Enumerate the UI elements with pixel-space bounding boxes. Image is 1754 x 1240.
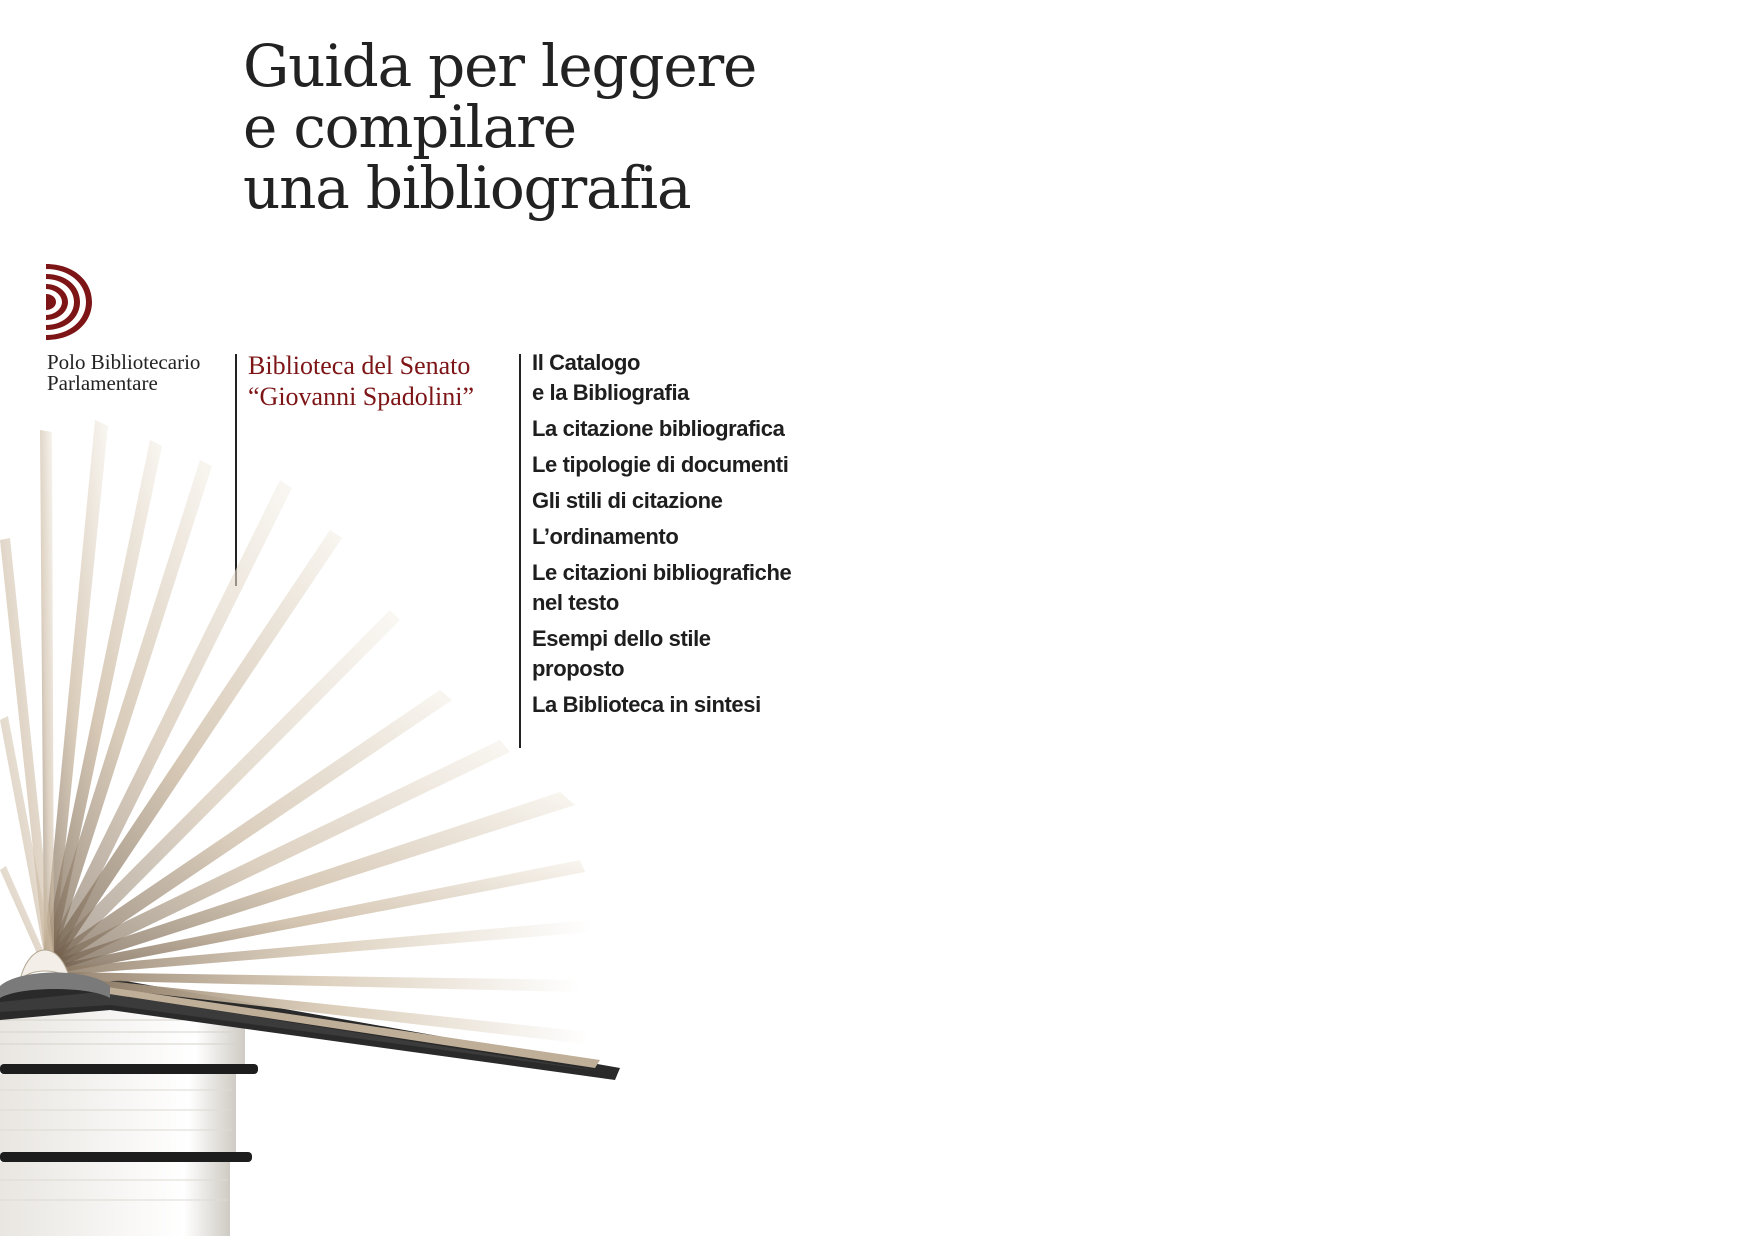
toc-item — [532, 348, 791, 408]
toc-item-line: proposto — [532, 656, 625, 681]
toc-item-line: La Biblioteca in sintesi — [532, 692, 761, 717]
cover-title-line: una bibliografia — [243, 154, 691, 222]
toc-item-line: L’ordinamento — [532, 524, 679, 549]
polo-name-line: Parlamentare — [47, 371, 158, 395]
toc-item-line: Esempi dello stile — [532, 626, 711, 651]
open-book-stack-illustration-icon — [0, 420, 640, 1240]
cover-title-line: Guida per leggere — [243, 32, 757, 100]
concentric-arcs-logo-icon — [46, 264, 94, 340]
toc-item-line: e la Bibliografia — [532, 380, 690, 405]
toc-item-line: nel testo — [532, 590, 619, 615]
cover-title — [243, 32, 757, 222]
library-name-line: Biblioteca del Senato — [248, 351, 471, 380]
toc-item-line: Le citazioni bibliografiche — [532, 560, 792, 585]
open-book — [0, 420, 620, 1080]
polo-name — [47, 352, 200, 394]
cover-title-line: e compilare — [243, 93, 576, 161]
toc-item-line: Gli stili di citazione — [532, 488, 723, 513]
book-stack — [0, 1008, 258, 1236]
polo-name-line: Polo Bibliotecario — [47, 350, 201, 374]
toc-item-line: La citazione bibliografica — [532, 416, 785, 441]
library-name — [248, 350, 474, 412]
library-name-line: “Giovanni Spadolini” — [248, 382, 475, 411]
toc-item-line: Le tipologie di documenti — [532, 452, 789, 477]
toc-item-line: Il Catalogo — [532, 350, 641, 375]
